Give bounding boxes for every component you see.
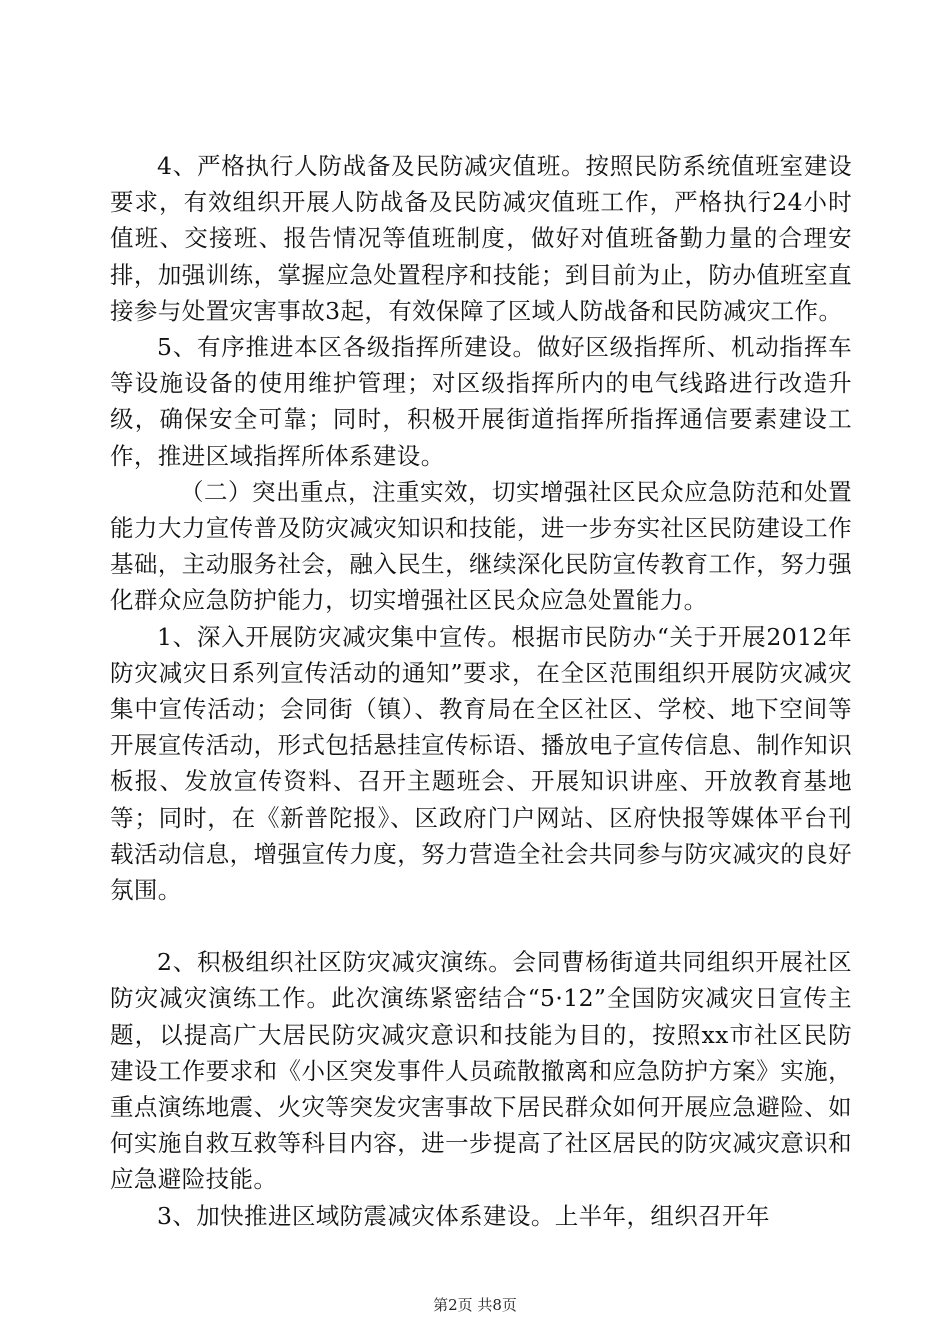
paragraph-drills: 2、积极组织社区防灾减灾演练。会同曹杨街道共同组织开展社区防灾减灾演练工作。此次演练紧密结合“5·12”全国防灾减灾日宣传主题，以提高广大居民防灾减灾意识和技能为目的，按照xx市社区民防建设工作要求和《小区突发事件人员疏散撤离和应急防护方案》实施，重点演练地震、火灾等突发灾害事故下居民群众如何开展应急避险、如何实施自救互救等科目内容，进一步提高了社区居民的防灾减灾意识和应急避险技能。 <box>110 948 852 1194</box>
paragraph-command-posts: 5、有序推进本区各级指挥所建设。做好区级指挥所、机动指挥车等设施设备的使用维护管理；对区级指挥所内的电气线路进行改造升级，确保安全可靠；同时，积极开展街道指挥所指挥通信要素建设工作，推进区域指挥所体系建设。 <box>110 333 852 470</box>
paragraph-earthquake-system: 3、加快推进区域防震减灾体系建设。上半年，组织召开年 <box>157 1201 770 1230</box>
paragraph-publicity: 1、深入开展防灾减灾集中宣传。根据市民防办“关于开展2012年防灾减灾日系列宣传活动的通知”要求，在全区范围组织开展防灾减灾集中宣传活动；会同街（镇）、教育局在全区社区、学校、地下空间等开展宣传活动，形式包括悬挂宣传标语、播放电子宣传信息、制作知识板报、发放宣传资料、召开主题班会、开展知识讲座、开放教育基地等；同时，在《新普陀报》、区政府门户网站、区府快报等媒体平台刊载活动信息，增强宣传力度，努力营造全社会共同参与防灾减灾的良好氛围。 <box>110 622 852 905</box>
paragraph-section-heading-2: （二）突出重点，注重实效，切实增强社区民众应急防范和处置能力大力宣传普及防灾减灾知识和技能，进一步夯实社区民防建设工作基础，主动服务社会，融入民生，继续深化民防宣传教育工作，努力强化群众应急防护能力，切实增强社区民众应急处置能力。 <box>110 477 852 615</box>
page-number-footer: 第2页 共8页 <box>433 1296 517 1314</box>
body-text <box>110 148 852 1234</box>
paragraph-duty-shifts: 4、严格执行人防战备及民防减灾值班。按照民防系统值班室建设要求，有效组织开展人防战备及民防减灾值班工作，严格执行24小时值班、交接班、报告情况等值班制度，做好对值班备勤力量的合理安排，加强训练，掌握应急处置程序和技能；到目前为止，防办值班室直接参与处置灾害事故3起，有效保障了区域人防战备和民防减灾工作。 <box>110 152 852 325</box>
